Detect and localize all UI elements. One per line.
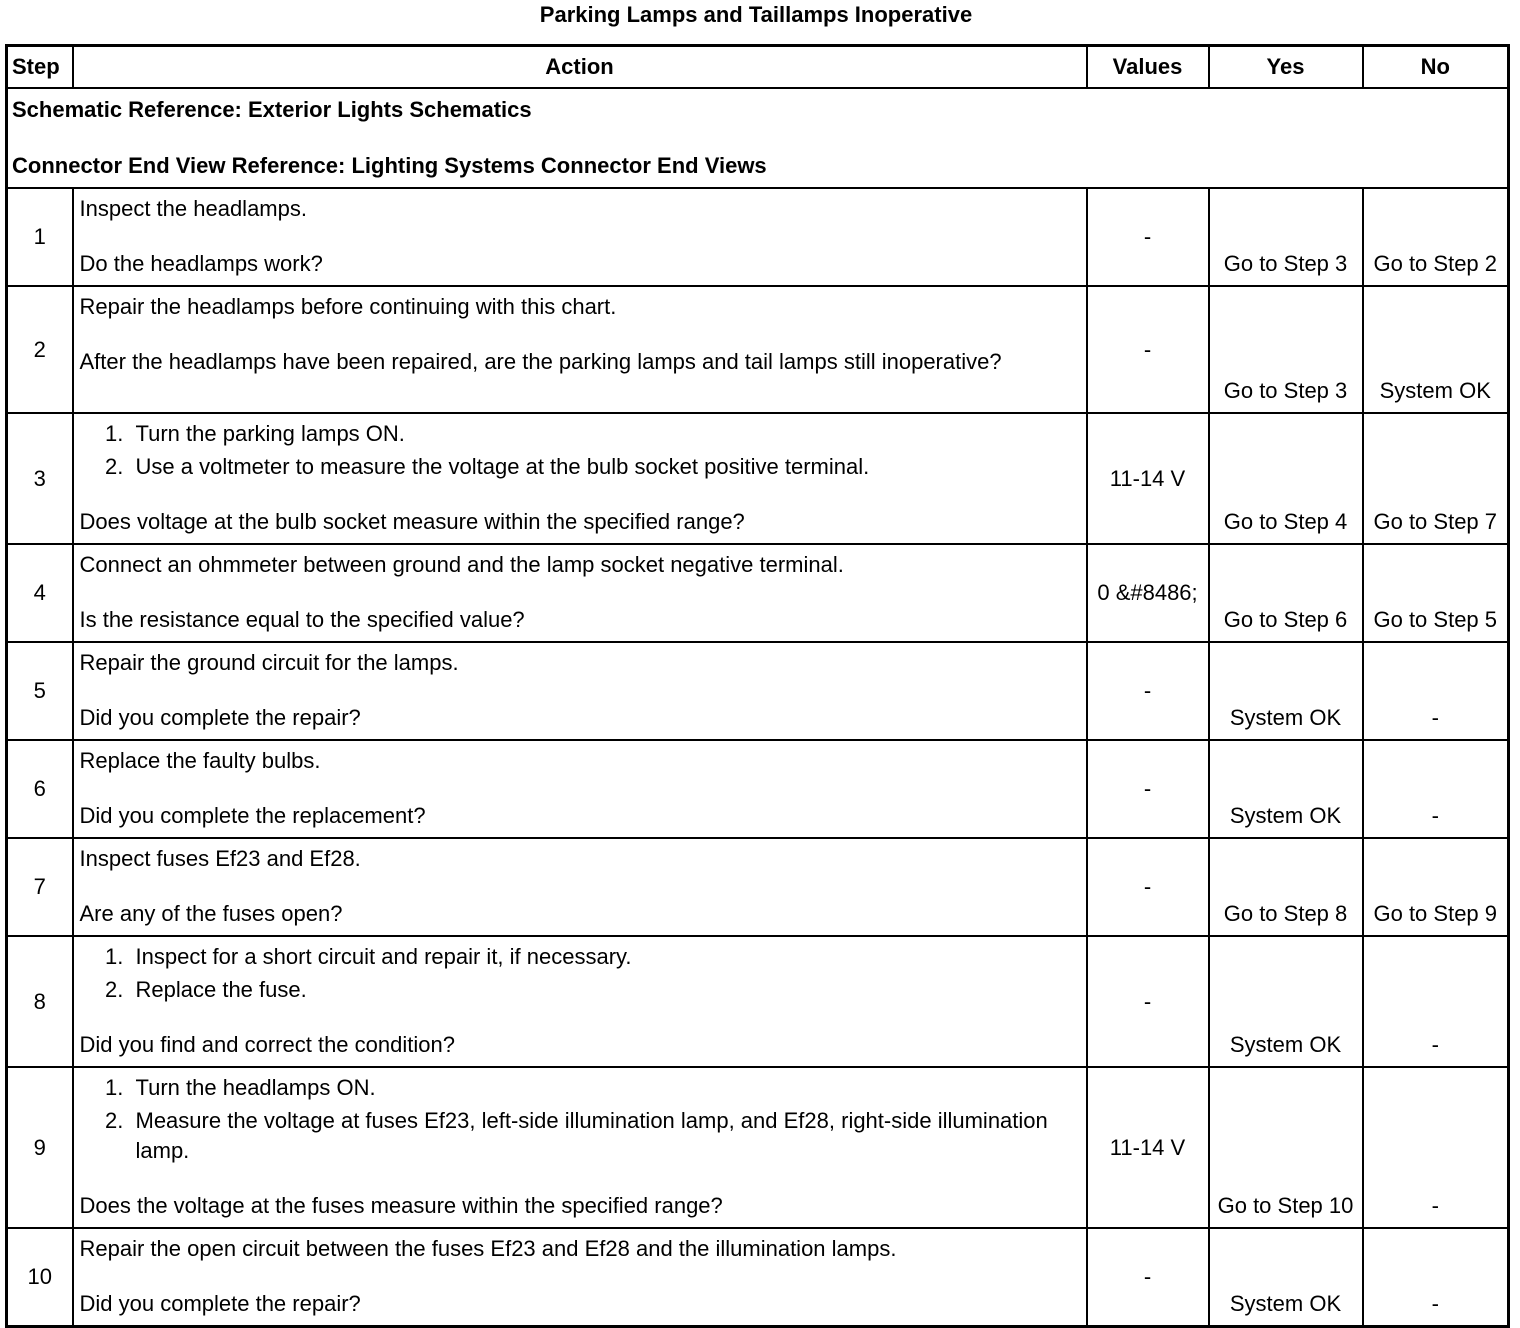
value-cell: - <box>1087 936 1209 1067</box>
header-no: No <box>1363 46 1509 89</box>
step-number: 2 <box>7 286 73 413</box>
action-question: Does the voltage at the fuses measure within the specified range? <box>79 1193 723 1218</box>
action-cell <box>73 936 1087 1067</box>
action-cell <box>73 413 1087 544</box>
step-number: 4 <box>7 544 73 642</box>
action-cell <box>73 188 1087 286</box>
no-outcome: Go to Step 2 <box>1363 188 1509 286</box>
yes-outcome: Go to Step 4 <box>1209 413 1363 544</box>
value-cell: - <box>1087 642 1209 740</box>
yes-outcome: Go to Step 3 <box>1209 188 1363 286</box>
table-row <box>7 740 1509 838</box>
action-step-item: 2. Measure the voltage at fuses Ef23, left-side illumination lamp, and Ef28, right-side illumination lamp. <box>130 1106 1080 1166</box>
step-number: 8 <box>7 936 73 1067</box>
action-step-item: 2. Use a voltmeter to measure the voltage at the bulb socket positive terminal. <box>130 452 1080 482</box>
yes-outcome: Go to Step 8 <box>1209 838 1363 936</box>
header-yes: Yes <box>1209 46 1363 89</box>
value-cell: 11-14 V <box>1087 1067 1209 1228</box>
yes-outcome: System OK <box>1209 1228 1363 1327</box>
action-instruction: Inspect the headlamps. <box>79 196 307 221</box>
no-outcome: - <box>1363 740 1509 838</box>
action-instruction: Connect an ohmmeter between ground and the lamp socket negative terminal. <box>79 552 844 577</box>
no-outcome: - <box>1363 936 1509 1067</box>
page-title: Parking Lamps and Taillamps Inoperative <box>539 2 973 27</box>
diagnostic-table <box>5 44 1510 1328</box>
action-steps-list <box>80 942 1080 1005</box>
action-instruction: Repair the ground circuit for the lamps. <box>79 650 459 675</box>
action-steps-list <box>80 1073 1080 1166</box>
action-step-item: 1. Turn the headlamps ON. <box>130 1073 1080 1103</box>
yes-outcome: System OK <box>1209 740 1363 838</box>
no-outcome: - <box>1363 1067 1509 1228</box>
no-outcome: System OK <box>1363 286 1509 413</box>
action-cell <box>73 1067 1087 1228</box>
value-cell: - <box>1087 188 1209 286</box>
connector-reference: Connector End View Reference: Lighting Systems Connector End Views <box>12 153 767 178</box>
header-values: Values <box>1087 46 1209 89</box>
action-cell <box>73 838 1087 936</box>
action-cell <box>73 642 1087 740</box>
no-outcome: - <box>1363 1228 1509 1327</box>
table-row <box>7 286 1509 413</box>
table-row <box>7 936 1509 1067</box>
yes-outcome: Go to Step 10 <box>1209 1067 1363 1228</box>
action-instruction: Repair the headlamps before continuing with this chart. <box>79 294 617 319</box>
action-cell <box>73 740 1087 838</box>
step-number: 7 <box>7 838 73 936</box>
action-question: Did you complete the replacement? <box>79 803 426 828</box>
action-instruction: Repair the open circuit between the fuses Ef23 and Ef28 and the illumination lamps. <box>79 1236 897 1261</box>
step-number: 5 <box>7 642 73 740</box>
table-row <box>7 188 1509 286</box>
action-question: Does voltage at the bulb socket measure within the specified range? <box>79 509 745 534</box>
step-number: 6 <box>7 740 73 838</box>
table-row <box>7 1228 1509 1327</box>
schematic-reference: Schematic Reference: Exterior Lights Schematics <box>12 97 532 122</box>
action-question: Are any of the fuses open? <box>79 901 343 926</box>
value-cell: - <box>1087 740 1209 838</box>
action-question: Do the headlamps work? <box>79 251 323 276</box>
reference-row <box>7 88 1509 188</box>
value-cell: - <box>1087 1228 1209 1327</box>
no-outcome: Go to Step 9 <box>1363 838 1509 936</box>
action-question: Is the resistance equal to the specified value? <box>79 607 525 632</box>
step-number: 1 <box>7 188 73 286</box>
action-step-item: 1. Turn the parking lamps ON. <box>130 419 1080 449</box>
yes-outcome: Go to Step 6 <box>1209 544 1363 642</box>
header-step: Step <box>7 46 73 89</box>
no-outcome: Go to Step 5 <box>1363 544 1509 642</box>
action-cell <box>73 286 1087 413</box>
step-number: 9 <box>7 1067 73 1228</box>
header-row <box>7 46 1509 89</box>
table-row <box>7 642 1509 740</box>
step-number: 3 <box>7 413 73 544</box>
table-row <box>7 838 1509 936</box>
action-cell <box>73 1228 1087 1327</box>
table-row <box>7 544 1509 642</box>
table-row <box>7 1067 1509 1228</box>
step-number: 10 <box>7 1228 73 1327</box>
action-step-item: 1. Inspect for a short circuit and repair it, if necessary. <box>130 942 1080 972</box>
value-cell: - <box>1087 838 1209 936</box>
action-question: After the headlamps have been repaired, are the parking lamps and tail lamps still inoperative? <box>79 349 1002 374</box>
action-question: Did you find and correct the condition? <box>79 1032 455 1057</box>
action-step-item: 2. Replace the fuse. <box>130 975 1080 1005</box>
yes-outcome: System OK <box>1209 642 1363 740</box>
no-outcome: Go to Step 7 <box>1363 413 1509 544</box>
no-outcome: - <box>1363 642 1509 740</box>
yes-outcome: Go to Step 3 <box>1209 286 1363 413</box>
value-cell: 11-14 V <box>1087 413 1209 544</box>
value-cell: - <box>1087 286 1209 413</box>
action-cell <box>73 544 1087 642</box>
action-instruction: Replace the faulty bulbs. <box>79 748 321 773</box>
value-cell: 0 &#8486; <box>1087 544 1209 642</box>
yes-outcome: System OK <box>1209 936 1363 1067</box>
action-instruction: Inspect fuses Ef23 and Ef28. <box>79 846 361 871</box>
table-row <box>7 413 1509 544</box>
header-action: Action <box>73 46 1087 89</box>
reference-cell <box>7 88 1509 188</box>
action-question: Did you complete the repair? <box>79 1291 361 1316</box>
action-question: Did you complete the repair? <box>79 705 361 730</box>
action-steps-list <box>80 419 1080 482</box>
